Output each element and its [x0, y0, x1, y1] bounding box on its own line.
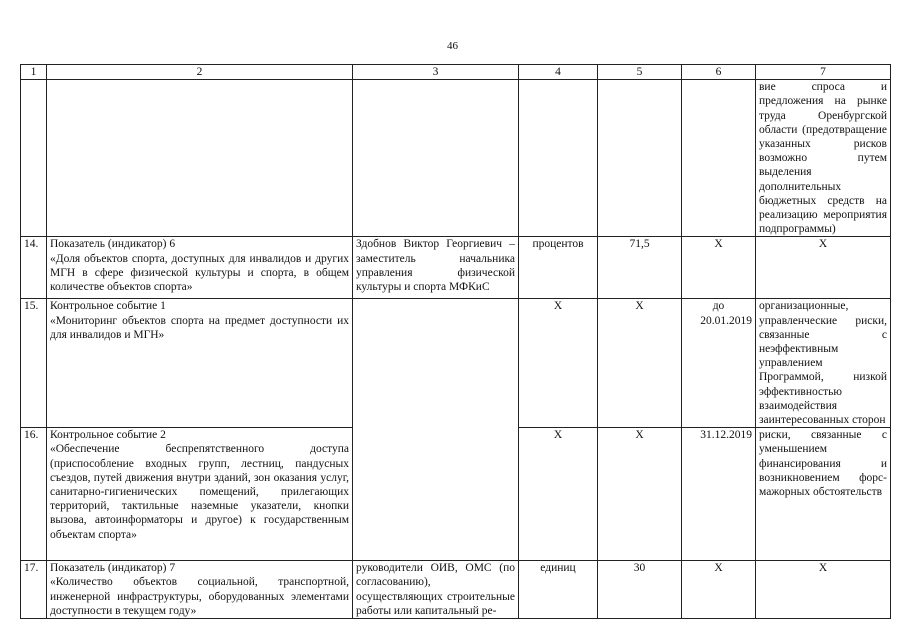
cell-name: [47, 299, 353, 428]
cell-deadline: 31.12.2019: [682, 428, 756, 561]
cell-name: [47, 428, 353, 561]
event-description: «Обеспечение беспрепятственного доступа (приспособление входных групп, лестниц, пандусных съездов, путей движения внутри зданий, зон оказания услуг, санитарно-гигиенических помещений, прилегающих территорий, тактильные наземные указатели, кнопки вызова, автоинформаторы и другое) к государственным объектам спорта»: [50, 443, 349, 541]
cell-value: X: [598, 299, 682, 428]
header-cell-3: 3: [353, 65, 519, 80]
cell-risks: X: [756, 237, 891, 299]
cell-risks: X: [756, 561, 891, 619]
cell-responsible: [353, 80, 519, 237]
row-number: 16.: [21, 428, 47, 561]
cell-value: 71,5: [598, 237, 682, 299]
cell-deadline: [682, 80, 756, 237]
header-row: [21, 65, 891, 80]
indicator-block: [50, 561, 349, 617]
deadline-prefix: до: [712, 300, 725, 313]
indicator-title: Показатель (индикатор) 7: [50, 562, 176, 575]
cell-unit: процентов: [519, 237, 598, 299]
header-cell-2: 2: [47, 65, 353, 80]
cell-unit: [519, 80, 598, 237]
measures-table: [20, 64, 891, 619]
cell-name: [47, 237, 353, 299]
cell-responsible-merged: [353, 299, 519, 561]
event-description: «Мониторинг объектов спорта на предмет доступности их для инвалидов и МГН»: [50, 314, 349, 341]
cell-deadline: X: [682, 237, 756, 299]
cell-value: X: [598, 428, 682, 561]
page-number: 46: [447, 40, 458, 52]
cell-unit: X: [519, 299, 598, 428]
cell-unit: X: [519, 428, 598, 561]
deadline-date: 20.01.2019: [700, 314, 752, 327]
row-number: 15.: [21, 299, 47, 428]
header-cell-1: 1: [21, 65, 47, 80]
cell-value: 30: [598, 561, 682, 619]
cell-responsible: [353, 561, 519, 619]
cell-value: [598, 80, 682, 237]
event-title: Контрольное событие 2: [50, 429, 166, 442]
cell-name: [47, 561, 353, 619]
indicator-title: Показатель (индикатор) 6: [50, 238, 176, 251]
cell-responsible: Здобнов Виктор Георгиевич – заместитель начальника управления физической культуры и спорта МФКиС: [353, 237, 519, 299]
header-cell-5: 5: [598, 65, 682, 80]
indicator-description: «Количество объектов социальной, транспортной, инженерной инфраструктуры, оборудованных элементами доступности в текущем году»: [50, 576, 349, 617]
cell-risks: вие спроса и предложения на рынке труда Оренбургской области (предотвращение указанных рисков возможно путем выделения дополнительных бюджетных средств на реализацию мероприятия подпрограммы): [756, 80, 891, 237]
responsible-text: руководители ОИВ, ОМС (по согласованию), осуществляющих строительные работы или капитальный ре-: [356, 562, 515, 617]
header-cell-7: 7: [756, 65, 891, 80]
table-row-continued: [21, 80, 891, 237]
cell-unit: единиц: [519, 561, 598, 619]
cell-num: [21, 80, 47, 237]
row-number: 17.: [21, 561, 47, 619]
cell-deadline: [682, 299, 756, 428]
event-title: Контрольное событие 1: [50, 300, 166, 313]
cell-name: [47, 80, 353, 237]
cell-deadline: X: [682, 561, 756, 619]
cell-risks: риски, связанные с уменьшением финансирования и возникновением форс-мажорных обстоятельств: [756, 428, 891, 561]
row-number: 14.: [21, 237, 47, 299]
header-cell-4: 4: [519, 65, 598, 80]
table-row-17: [21, 561, 891, 619]
cell-risks: организационные, управленческие риски, связанные с неэффективным управлением Программой, низкой эффективностью взаимодействия заинтересованных сторон: [756, 299, 891, 428]
indicator-description: «Доля объектов спорта, доступных для инвалидов и других МГН в сфере физической культуры и спорта, в общем количестве объектов спорта»: [50, 252, 349, 294]
header-cell-6: 6: [682, 65, 756, 80]
table-row-14: [21, 237, 891, 299]
table-row-15: [21, 299, 891, 428]
